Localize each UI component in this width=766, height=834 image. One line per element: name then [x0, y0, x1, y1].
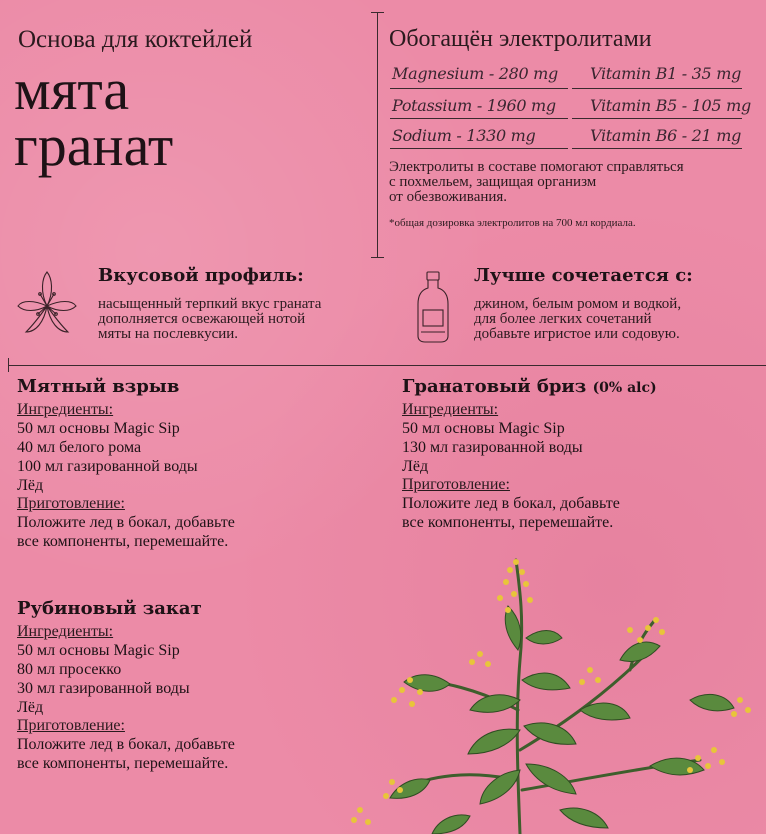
goldenrod-plant-illustration	[330, 550, 766, 834]
product-title	[14, 57, 174, 178]
ingredients-label: Ингредиенты:	[17, 401, 114, 418]
electrolytes-title: Обогащён электролитами	[389, 26, 652, 52]
flavor-line: дополняется освежающей нотой	[98, 311, 306, 327]
prep-line: Положите лед в бокал, добавьте	[17, 736, 235, 753]
nutrient-underline	[390, 148, 568, 149]
nutrient-magnesium: Magnesium - 280 mg	[392, 64, 558, 83]
pairing-line: добавьте игристое или содовую.	[474, 326, 680, 342]
ingredient-item: Лёд	[17, 477, 44, 494]
ingredients-label: Ингредиенты:	[402, 401, 499, 418]
nutrient-vitamin-b6: Vitamin B6 - 21 mg	[590, 126, 742, 145]
pairing-line: для более легких сочетаний	[474, 311, 652, 327]
desc-line: с похмельем, защищая организм	[389, 174, 597, 190]
nutrient-vitamin-b1: Vitamin B1 - 35 mg	[590, 64, 742, 83]
prep-line: все компоненты, перемешайте.	[402, 514, 614, 531]
recipe-title-suffix: (0% alc)	[592, 380, 657, 396]
nutrient-underline	[390, 88, 568, 89]
product-subtitle: Основа для коктейлей	[18, 26, 253, 53]
ingredient-item: 30 мл газированной воды	[17, 680, 190, 697]
recipe-card	[402, 376, 752, 532]
recipe-title	[402, 376, 752, 397]
ingredients-label: Ингредиенты:	[17, 623, 114, 640]
prep-line: все компоненты, перемешайте.	[17, 755, 229, 772]
recipe-card	[17, 376, 367, 551]
divider-tick	[371, 257, 384, 258]
divider-tick	[371, 12, 384, 13]
ingredient-item: 40 мл белого рома	[17, 439, 142, 456]
liquor-bottle-icon	[415, 270, 451, 344]
prep-line: все компоненты, перемешайте.	[17, 533, 229, 550]
divider-vertical	[377, 12, 378, 257]
nutrient-vitamin-b5: Vitamin B5 - 105 mg	[590, 96, 751, 115]
flavor-line: насыщенный терпкий вкус граната	[98, 296, 322, 312]
prep-label: Приготовление:	[17, 717, 125, 734]
electrolytes-description	[389, 160, 759, 205]
ingredient-item: Лёд	[402, 458, 429, 475]
pairing-description	[474, 297, 759, 342]
prep-line: Положите лед в бокал, добавьте	[17, 514, 235, 531]
divider-tick	[8, 358, 9, 372]
ingredient-item: 100 мл газированной воды	[17, 458, 198, 475]
electrolytes-footnote: *общая дозировка электролитов на 700 мл кордиала.	[389, 217, 636, 229]
nutrient-sodium: Sodium - 1330 mg	[392, 126, 536, 145]
ingredient-item: 130 мл газированной воды	[402, 439, 583, 456]
ingredient-item: 80 мл просекко	[17, 661, 122, 678]
prep-line: Положите лед в бокал, добавьте	[402, 495, 620, 512]
recipe-card	[17, 598, 367, 773]
recipe-title-text: Гранатовый бриз	[402, 376, 587, 397]
nutrient-potassium: Potassium - 1960 mg	[392, 96, 556, 115]
nutrient-underline	[572, 88, 742, 89]
pairing-title: Лучше сочетается с:	[474, 265, 693, 286]
prep-label: Приготовление:	[17, 495, 125, 512]
ingredient-item: Лёд	[17, 699, 44, 716]
ingredient-item: 50 мл основы Magic Sip	[402, 420, 565, 437]
ingredient-item: 50 мл основы Magic Sip	[17, 420, 180, 437]
lily-flower-icon	[16, 270, 78, 336]
flavor-description	[98, 297, 378, 342]
title-line-2: гранат	[14, 113, 174, 178]
nutrient-underline	[390, 118, 568, 119]
pairing-line: джином, белым ромом и водкой,	[474, 296, 682, 312]
recipe-title: Мятный взрыв	[17, 376, 180, 397]
ingredient-item: 50 мл основы Magic Sip	[17, 642, 180, 659]
flavor-line: мяты на послевкусии.	[98, 326, 239, 342]
flavor-title: Вкусовой профиль:	[98, 265, 304, 286]
nutrient-underline	[572, 118, 742, 119]
nutrient-underline	[572, 148, 742, 149]
desc-line: Электролиты в составе помогают справляться	[389, 159, 684, 175]
desc-line: от обезвоживания.	[389, 189, 508, 205]
recipe-title: Рубиновый закат	[17, 598, 202, 619]
prep-label: Приготовление:	[402, 476, 510, 493]
divider-horizontal	[8, 365, 766, 366]
title-line-1: мята	[14, 57, 130, 122]
